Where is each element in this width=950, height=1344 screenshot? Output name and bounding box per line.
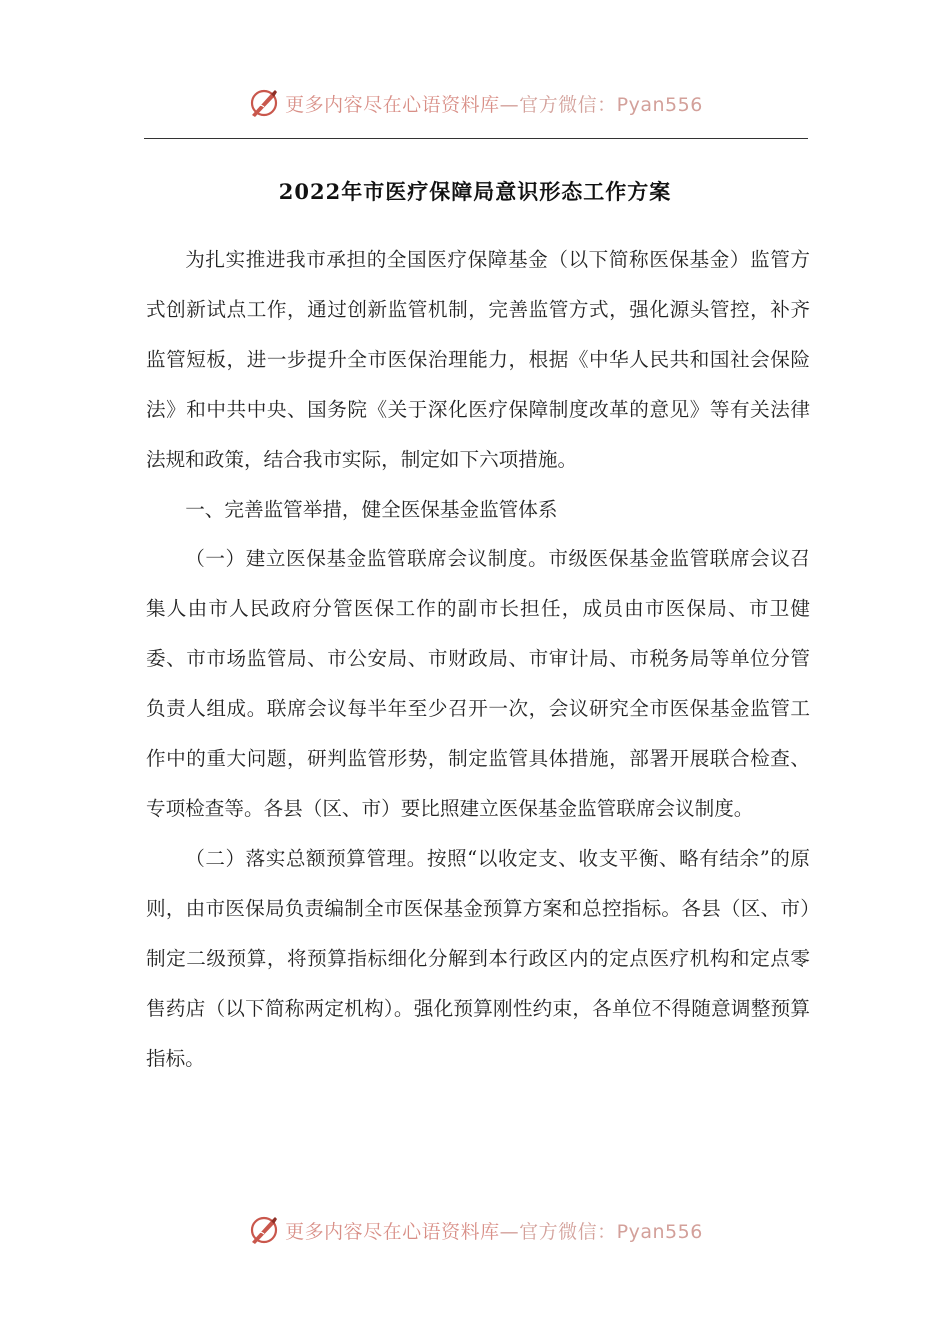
watermark-prefix: 更多内容尽在心语资料库: [285, 93, 500, 116]
section-heading-1: 一、完善监管举措，健全医保基金监管体系: [185, 497, 558, 521]
header-watermark: [0, 86, 950, 120]
watermark-prefix: 更多内容尽在心语资料库: [285, 1220, 500, 1243]
pen-circle-icon: [247, 1213, 281, 1247]
watermark-suffix: —官方微信：Pyan556: [499, 93, 703, 116]
watermark-text: [285, 90, 703, 117]
watermark-text: [285, 1217, 703, 1244]
page-title: 2022年市医疗保障局意识形态工作方案: [278, 179, 672, 204]
watermark-suffix: —官方微信：Pyan556: [499, 1220, 703, 1243]
paragraph-intro: 为扎实推进我市承担的全国医疗保障基金（以下简称医保基金）监管方式创新试点工作，通过创新监管机制，完善监管方式，强化源头管控，补齐监管短板，进一步提升全市医保治理能力，根据《中华人民共和国社会保险法》和中共中央、国务院《关于深化医疗保障制度改革的意见》等有关法律法规和政策，结合我市实际，制定如下六项措施。: [146, 248, 810, 471]
pen-circle-icon: [247, 86, 281, 120]
header-divider: [144, 138, 808, 139]
document-body: [146, 235, 810, 1083]
paragraph-item-2: （二）落实总额预算管理。按照“以收定支、收支平衡、略有结余”的原则，由市医保局负责编制全市医保基金预算方案和总控指标。各县（区、市）制定二级预算，将预算指标细化分解到本行政区内的定点医疗机构和定点零售药店（以下简称两定机构）。强化预算刚性约束，各单位不得随意调整预算指标。: [146, 846, 810, 1070]
footer-watermark: [0, 1213, 950, 1247]
paragraph-item-1: （一）建立医保基金监管联席会议制度。市级医保基金监管联席会议召集人由市人民政府分管医保工作的副市长担任，成员由市医保局、市卫健委、市市场监管局、市公安局、市财政局、市审计局、市税务局等单位分管负责人组成。联席会议每半年至少召开一次，会议研究全市医保基金监管工作中的重大问题，研判监管形势，制定监管具体措施，部署开展联合检查、专项检查等。各县（区、市）要比照建立医保基金监管联席会议制度。: [146, 547, 810, 820]
